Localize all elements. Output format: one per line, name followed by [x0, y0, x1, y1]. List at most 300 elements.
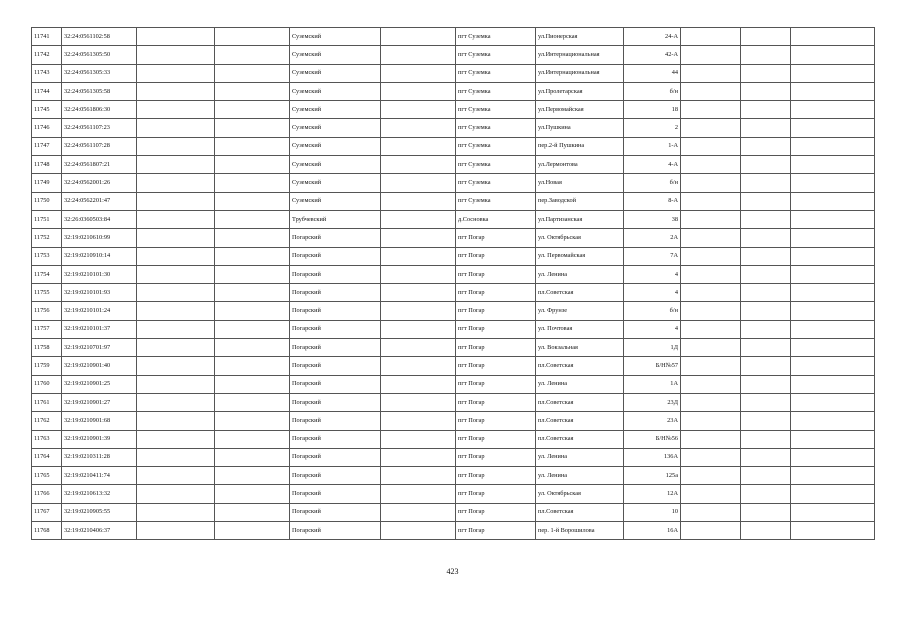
empty-cell: [791, 430, 875, 448]
empty-cell: [137, 430, 215, 448]
row-number-cell: 11742: [32, 46, 62, 64]
table-row: [32, 284, 875, 302]
empty-cell: [381, 320, 456, 338]
empty-cell: [681, 522, 741, 540]
empty-cell: [741, 119, 791, 137]
empty-cell: [741, 430, 791, 448]
district-cell: Суземский: [290, 119, 381, 137]
district-cell: Погарский: [290, 375, 381, 393]
table-row: [32, 229, 875, 247]
empty-cell: [381, 46, 456, 64]
street-cell: ул. Вокзальная: [536, 339, 624, 357]
house-number-cell: 23Д: [624, 393, 681, 411]
empty-cell: [741, 156, 791, 174]
empty-cell: [791, 302, 875, 320]
empty-cell: [137, 64, 215, 82]
house-number-cell: 7А: [624, 247, 681, 265]
empty-cell: [137, 339, 215, 357]
house-number-cell: 12А: [624, 485, 681, 503]
street-cell: ул.Интернациональная: [536, 64, 624, 82]
empty-cell: [681, 357, 741, 375]
district-cell: Погарский: [290, 467, 381, 485]
table-body: [32, 28, 875, 540]
empty-cell: [381, 503, 456, 521]
empty-cell: [215, 210, 290, 228]
district-cell: Трубчевский: [290, 210, 381, 228]
house-number-cell: 18: [624, 101, 681, 119]
house-number-cell: 4: [624, 320, 681, 338]
empty-cell: [137, 247, 215, 265]
street-cell: ул. Ленина: [536, 448, 624, 466]
empty-cell: [791, 467, 875, 485]
table-row: [32, 375, 875, 393]
locality-cell: пгт Суземка: [456, 46, 536, 64]
house-number-cell: 23А: [624, 412, 681, 430]
empty-cell: [137, 320, 215, 338]
row-number-cell: 11764: [32, 448, 62, 466]
locality-cell: пгт Погар: [456, 412, 536, 430]
empty-cell: [681, 156, 741, 174]
empty-cell: [215, 503, 290, 521]
locality-cell: пгт Погар: [456, 375, 536, 393]
empty-cell: [681, 393, 741, 411]
empty-cell: [381, 485, 456, 503]
empty-cell: [681, 503, 741, 521]
locality-cell: пгт Суземка: [456, 156, 536, 174]
empty-cell: [137, 119, 215, 137]
empty-cell: [215, 320, 290, 338]
empty-cell: [741, 137, 791, 155]
empty-cell: [215, 192, 290, 210]
page-number: 423: [446, 567, 459, 576]
district-cell: Суземский: [290, 174, 381, 192]
empty-cell: [381, 448, 456, 466]
empty-cell: [137, 485, 215, 503]
empty-cell: [741, 412, 791, 430]
cadastral-number-cell: 32:24:0561305:33: [62, 64, 137, 82]
locality-cell: пгт Погар: [456, 284, 536, 302]
empty-cell: [381, 192, 456, 210]
empty-cell: [791, 119, 875, 137]
empty-cell: [137, 357, 215, 375]
registry-table: [31, 27, 875, 540]
street-cell: ул.Пролетарская: [536, 82, 624, 100]
street-cell: пер.2-й Пушкина: [536, 137, 624, 155]
empty-cell: [381, 247, 456, 265]
district-cell: Суземский: [290, 82, 381, 100]
empty-cell: [215, 247, 290, 265]
row-number-cell: 11766: [32, 485, 62, 503]
cadastral-number-cell: 32:19:0210901:68: [62, 412, 137, 430]
empty-cell: [137, 412, 215, 430]
row-number-cell: 11748: [32, 156, 62, 174]
cadastral-number-cell: 32:19:0210901:40: [62, 357, 137, 375]
district-cell: Погарский: [290, 522, 381, 540]
street-cell: ул.Лермонтова: [536, 156, 624, 174]
empty-cell: [381, 339, 456, 357]
locality-cell: пгт Погар: [456, 357, 536, 375]
empty-cell: [137, 265, 215, 283]
row-number-cell: 11759: [32, 357, 62, 375]
cadastral-number-cell: 32:26:0360503:84: [62, 210, 137, 228]
table-row: [32, 430, 875, 448]
empty-cell: [381, 101, 456, 119]
empty-cell: [215, 64, 290, 82]
empty-cell: [681, 284, 741, 302]
street-cell: ул. Октябрьская: [536, 229, 624, 247]
empty-cell: [215, 302, 290, 320]
empty-cell: [791, 357, 875, 375]
street-cell: пл.Советская: [536, 284, 624, 302]
empty-cell: [791, 101, 875, 119]
row-number-cell: 11757: [32, 320, 62, 338]
cadastral-number-cell: 32:24:0561102:58: [62, 28, 137, 46]
locality-cell: пгт Погар: [456, 339, 536, 357]
empty-cell: [215, 137, 290, 155]
empty-cell: [381, 357, 456, 375]
table-row: [32, 503, 875, 521]
house-number-cell: 24-А: [624, 28, 681, 46]
empty-cell: [137, 284, 215, 302]
table-row: [32, 522, 875, 540]
empty-cell: [381, 210, 456, 228]
locality-cell: пгт Суземка: [456, 174, 536, 192]
street-cell: ул. Фрунзе: [536, 302, 624, 320]
empty-cell: [791, 247, 875, 265]
empty-cell: [681, 265, 741, 283]
table-row: [32, 302, 875, 320]
table-row: [32, 320, 875, 338]
empty-cell: [791, 46, 875, 64]
cadastral-number-cell: 32:19:0210905:55: [62, 503, 137, 521]
empty-cell: [741, 503, 791, 521]
house-number-cell: Б/Н№57: [624, 357, 681, 375]
locality-cell: пгт Погар: [456, 430, 536, 448]
empty-cell: [137, 192, 215, 210]
empty-cell: [791, 393, 875, 411]
empty-cell: [791, 210, 875, 228]
row-number-cell: 11749: [32, 174, 62, 192]
district-cell: Суземский: [290, 46, 381, 64]
empty-cell: [791, 448, 875, 466]
house-number-cell: 2: [624, 119, 681, 137]
cadastral-number-cell: 32:24:0561305:58: [62, 82, 137, 100]
row-number-cell: 11760: [32, 375, 62, 393]
empty-cell: [791, 229, 875, 247]
empty-cell: [741, 64, 791, 82]
empty-cell: [381, 229, 456, 247]
empty-cell: [791, 82, 875, 100]
locality-cell: пгт Погар: [456, 467, 536, 485]
empty-cell: [215, 46, 290, 64]
row-number-cell: 11761: [32, 393, 62, 411]
empty-cell: [137, 82, 215, 100]
cadastral-number-cell: 32:24:0562201:47: [62, 192, 137, 210]
locality-cell: пгт Суземка: [456, 192, 536, 210]
street-cell: ул.Пионерская: [536, 28, 624, 46]
empty-cell: [215, 28, 290, 46]
cadastral-number-cell: 32:24:0561107:28: [62, 137, 137, 155]
locality-cell: пгт Погар: [456, 265, 536, 283]
locality-cell: пгт Погар: [456, 448, 536, 466]
house-number-cell: 125а: [624, 467, 681, 485]
row-number-cell: 11747: [32, 137, 62, 155]
empty-cell: [741, 82, 791, 100]
street-cell: ул.Партизанская: [536, 210, 624, 228]
empty-cell: [791, 284, 875, 302]
empty-cell: [137, 46, 215, 64]
table-row: [32, 393, 875, 411]
district-cell: Погарский: [290, 430, 381, 448]
locality-cell: пгт Погар: [456, 503, 536, 521]
locality-cell: пгт Погар: [456, 320, 536, 338]
house-number-cell: 2А: [624, 229, 681, 247]
house-number-cell: б/н: [624, 82, 681, 100]
empty-cell: [215, 119, 290, 137]
street-cell: ул. Первомайская: [536, 247, 624, 265]
empty-cell: [791, 156, 875, 174]
empty-cell: [681, 46, 741, 64]
empty-cell: [681, 64, 741, 82]
street-cell: ул. Ленина: [536, 265, 624, 283]
locality-cell: пгт Погар: [456, 393, 536, 411]
district-cell: Погарский: [290, 229, 381, 247]
locality-cell: пгт Погар: [456, 485, 536, 503]
empty-cell: [791, 320, 875, 338]
empty-cell: [215, 467, 290, 485]
empty-cell: [741, 101, 791, 119]
empty-cell: [741, 302, 791, 320]
district-cell: Погарский: [290, 320, 381, 338]
empty-cell: [681, 339, 741, 357]
table-row: [32, 192, 875, 210]
empty-cell: [215, 229, 290, 247]
empty-cell: [741, 357, 791, 375]
row-number-cell: 11767: [32, 503, 62, 521]
table-row: [32, 448, 875, 466]
locality-cell: д.Сосновка: [456, 210, 536, 228]
table-row: [32, 265, 875, 283]
empty-cell: [381, 522, 456, 540]
empty-cell: [681, 192, 741, 210]
cadastral-number-cell: 32:19:0210910:14: [62, 247, 137, 265]
empty-cell: [215, 393, 290, 411]
cadastral-number-cell: 32:19:0210411:74: [62, 467, 137, 485]
street-cell: ул.Первомайская: [536, 101, 624, 119]
table-row: [32, 64, 875, 82]
table-row: [32, 467, 875, 485]
district-cell: Погарский: [290, 265, 381, 283]
locality-cell: пгт Погар: [456, 229, 536, 247]
street-cell: пл.Советская: [536, 503, 624, 521]
empty-cell: [137, 28, 215, 46]
cadastral-number-cell: 32:19:0210901:39: [62, 430, 137, 448]
empty-cell: [791, 28, 875, 46]
row-number-cell: 11765: [32, 467, 62, 485]
empty-cell: [681, 485, 741, 503]
empty-cell: [681, 210, 741, 228]
district-cell: Суземский: [290, 101, 381, 119]
empty-cell: [681, 229, 741, 247]
empty-cell: [215, 82, 290, 100]
empty-cell: [791, 64, 875, 82]
row-number-cell: 11762: [32, 412, 62, 430]
street-cell: пл.Советская: [536, 393, 624, 411]
empty-cell: [215, 485, 290, 503]
empty-cell: [215, 412, 290, 430]
row-number-cell: 11744: [32, 82, 62, 100]
locality-cell: пгт Суземка: [456, 101, 536, 119]
empty-cell: [741, 284, 791, 302]
district-cell: Суземский: [290, 64, 381, 82]
empty-cell: [215, 430, 290, 448]
street-cell: пер. 1-й Ворошилова: [536, 522, 624, 540]
empty-cell: [681, 320, 741, 338]
table-row: [32, 339, 875, 357]
empty-cell: [215, 156, 290, 174]
district-cell: Погарский: [290, 339, 381, 357]
district-cell: Погарский: [290, 503, 381, 521]
house-number-cell: б/н: [624, 174, 681, 192]
cadastral-number-cell: 32:19:0210101:24: [62, 302, 137, 320]
district-cell: Суземский: [290, 192, 381, 210]
empty-cell: [741, 46, 791, 64]
empty-cell: [215, 375, 290, 393]
empty-cell: [741, 320, 791, 338]
empty-cell: [681, 302, 741, 320]
empty-cell: [137, 137, 215, 155]
empty-cell: [137, 448, 215, 466]
street-cell: ул.Новая: [536, 174, 624, 192]
table-row: [32, 174, 875, 192]
row-number-cell: 11758: [32, 339, 62, 357]
empty-cell: [137, 156, 215, 174]
street-cell: пер.Заводской: [536, 192, 624, 210]
empty-cell: [741, 485, 791, 503]
empty-cell: [741, 467, 791, 485]
district-cell: Суземский: [290, 137, 381, 155]
empty-cell: [741, 229, 791, 247]
cadastral-number-cell: 32:19:0210101:93: [62, 284, 137, 302]
empty-cell: [381, 64, 456, 82]
empty-cell: [137, 101, 215, 119]
locality-cell: пгт Суземка: [456, 82, 536, 100]
table-row: [32, 412, 875, 430]
empty-cell: [681, 174, 741, 192]
table-row: [32, 156, 875, 174]
cadastral-number-cell: 32:19:0210610:99: [62, 229, 137, 247]
row-number-cell: 11753: [32, 247, 62, 265]
row-number-cell: 11752: [32, 229, 62, 247]
street-cell: ул. Ленина: [536, 375, 624, 393]
house-number-cell: 4-А: [624, 156, 681, 174]
empty-cell: [381, 82, 456, 100]
street-cell: ул. Ленина: [536, 467, 624, 485]
empty-cell: [381, 412, 456, 430]
house-number-cell: 42-А: [624, 46, 681, 64]
house-number-cell: 10: [624, 503, 681, 521]
empty-cell: [791, 522, 875, 540]
row-number-cell: 11754: [32, 265, 62, 283]
row-number-cell: 11745: [32, 101, 62, 119]
street-cell: ул.Пушкина: [536, 119, 624, 137]
empty-cell: [381, 265, 456, 283]
house-number-cell: 4: [624, 265, 681, 283]
empty-cell: [137, 522, 215, 540]
district-cell: Погарский: [290, 448, 381, 466]
empty-cell: [791, 137, 875, 155]
house-number-cell: 4: [624, 284, 681, 302]
empty-cell: [741, 247, 791, 265]
table-row: [32, 137, 875, 155]
empty-cell: [137, 375, 215, 393]
locality-cell: пгт Суземка: [456, 28, 536, 46]
table-row: [32, 485, 875, 503]
street-cell: пл.Советская: [536, 412, 624, 430]
empty-cell: [681, 119, 741, 137]
house-number-cell: 1Д: [624, 339, 681, 357]
empty-cell: [741, 522, 791, 540]
locality-cell: пгт Погар: [456, 522, 536, 540]
empty-cell: [137, 393, 215, 411]
empty-cell: [741, 375, 791, 393]
cadastral-number-cell: 32:19:0210406:37: [62, 522, 137, 540]
cadastral-number-cell: 32:19:0210311:28: [62, 448, 137, 466]
locality-cell: пгт Суземка: [456, 64, 536, 82]
table-row: [32, 101, 875, 119]
empty-cell: [741, 339, 791, 357]
row-number-cell: 11751: [32, 210, 62, 228]
house-number-cell: 44: [624, 64, 681, 82]
district-cell: Погарский: [290, 284, 381, 302]
house-number-cell: Б/Н№56: [624, 430, 681, 448]
street-cell: ул.Интернациональная: [536, 46, 624, 64]
house-number-cell: 136А: [624, 448, 681, 466]
empty-cell: [137, 503, 215, 521]
district-cell: Погарский: [290, 357, 381, 375]
empty-cell: [681, 28, 741, 46]
empty-cell: [215, 101, 290, 119]
street-cell: ул. Почтовая: [536, 320, 624, 338]
empty-cell: [215, 448, 290, 466]
locality-cell: пгт Погар: [456, 247, 536, 265]
row-number-cell: 11750: [32, 192, 62, 210]
district-cell: Погарский: [290, 412, 381, 430]
table-row: [32, 357, 875, 375]
empty-cell: [741, 210, 791, 228]
street-cell: ул. Октябрьская: [536, 485, 624, 503]
table-row: [32, 210, 875, 228]
empty-cell: [791, 485, 875, 503]
empty-cell: [791, 174, 875, 192]
empty-cell: [381, 137, 456, 155]
empty-cell: [215, 174, 290, 192]
empty-cell: [681, 247, 741, 265]
district-cell: Погарский: [290, 393, 381, 411]
empty-cell: [381, 393, 456, 411]
empty-cell: [137, 229, 215, 247]
empty-cell: [741, 192, 791, 210]
cadastral-number-cell: 32:19:0210613:32: [62, 485, 137, 503]
empty-cell: [215, 357, 290, 375]
empty-cell: [381, 156, 456, 174]
empty-cell: [381, 174, 456, 192]
locality-cell: пгт Погар: [456, 302, 536, 320]
table-row: [32, 82, 875, 100]
empty-cell: [741, 448, 791, 466]
row-number-cell: 11756: [32, 302, 62, 320]
row-number-cell: 11763: [32, 430, 62, 448]
